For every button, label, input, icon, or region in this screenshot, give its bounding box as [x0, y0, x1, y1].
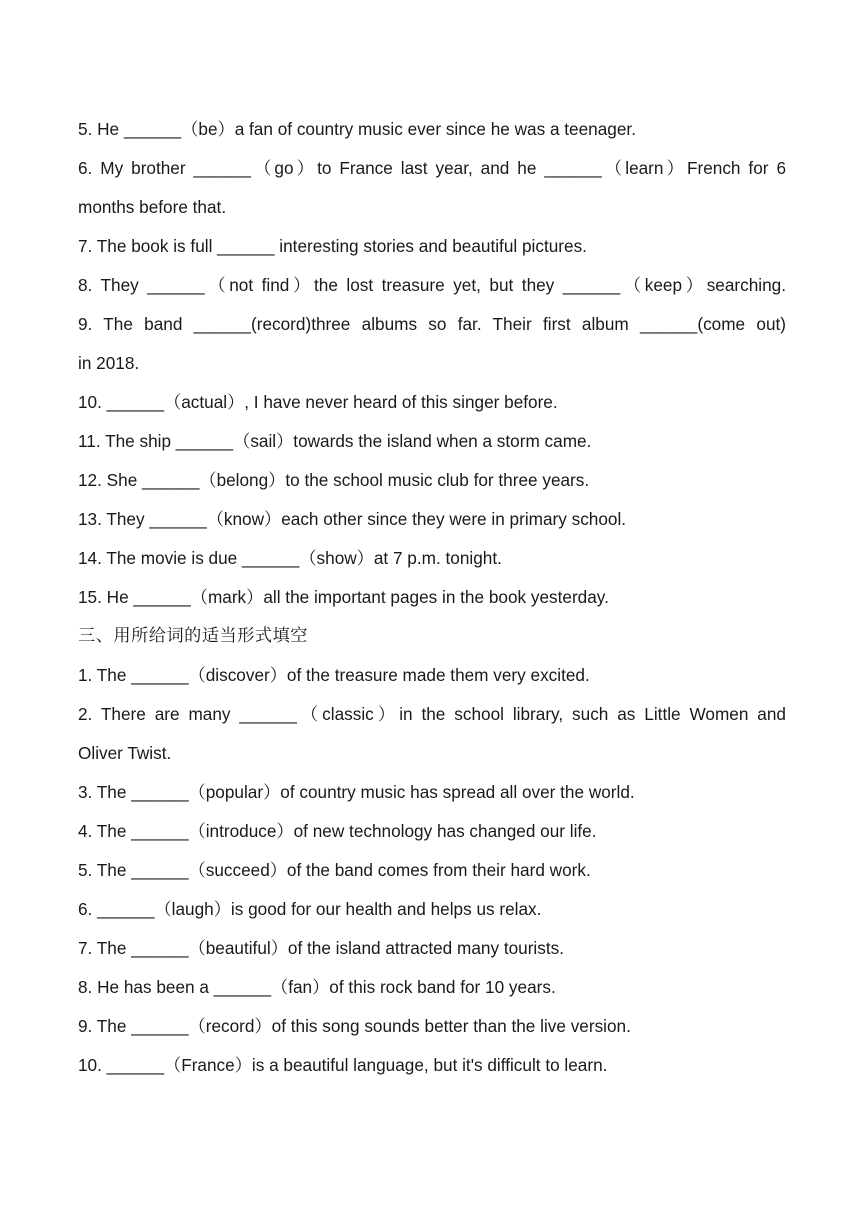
exercise-content — [78, 110, 786, 1085]
question-2-14: 14. The movie is due ______（show）at 7 p.m. tonight. — [78, 548, 502, 568]
question-2-10: 10. ______（actual）, I have never heard of this singer before. — [78, 392, 558, 412]
question-2-13: 13. They ______（know）each other since they were in primary school. — [78, 509, 627, 529]
question-3-4: 4. The ______（introduce）of new technology has changed our life. — [78, 821, 597, 841]
question-2-15: 15. He ______（mark）all the important pages in the book yesterday. — [78, 587, 609, 607]
section-3-heading: 三、用所给词的适当形式填空 — [78, 626, 308, 646]
question-3-7: 7. The ______（beautiful）of the island attracted many tourists. — [78, 938, 564, 958]
question-3-3: 3. The ______（popular）of country music has spread all over the world. — [78, 782, 635, 802]
question-2-12: 12. She ______（belong）to the school music club for three years. — [78, 470, 590, 490]
question-2-8: 8. They ______（not find）the lost treasure yet, but they ______（keep）searching. — [78, 275, 786, 295]
question-3-2-line-2: Oliver Twist. — [78, 743, 172, 763]
question-2-9-line-2: in 2018. — [78, 353, 140, 373]
question-3-10: 10. ______（France）is a beautiful language, but it's difficult to learn. — [78, 1055, 608, 1075]
question-3-8: 8. He has been a ______（fan）of this rock band for 10 years. — [78, 977, 556, 997]
question-3-2-line-1: 2. There are many ______（classic）in the school library, such as Little Women and — [78, 704, 786, 724]
question-3-9: 9. The ______（record）of this song sounds better than the live version. — [78, 1016, 631, 1036]
question-2-6-line-2: months before that. — [78, 197, 227, 217]
question-2-11: 11. The ship ______（sail）towards the island when a storm came. — [78, 431, 592, 451]
question-3-5: 5. The ______（succeed）of the band comes from their hard work. — [78, 860, 591, 880]
question-2-7: 7. The book is full ______ interesting stories and beautiful pictures. — [78, 236, 587, 256]
question-3-1: 1. The ______（discover）of the treasure made them very excited. — [78, 665, 590, 685]
question-2-9-line-1: 9. The band ______(record)three albums so far. Their first album ______(come out) — [78, 314, 786, 334]
question-2-6-line-1: 6. My brother ______（go）to France last year, and he ______（learn）French for 6 — [78, 158, 786, 178]
question-2-5: 5. He ______（be）a fan of country music ever since he was a teenager. — [78, 119, 636, 139]
question-3-6: 6. ______（laugh）is good for our health and helps us relax. — [78, 899, 542, 919]
